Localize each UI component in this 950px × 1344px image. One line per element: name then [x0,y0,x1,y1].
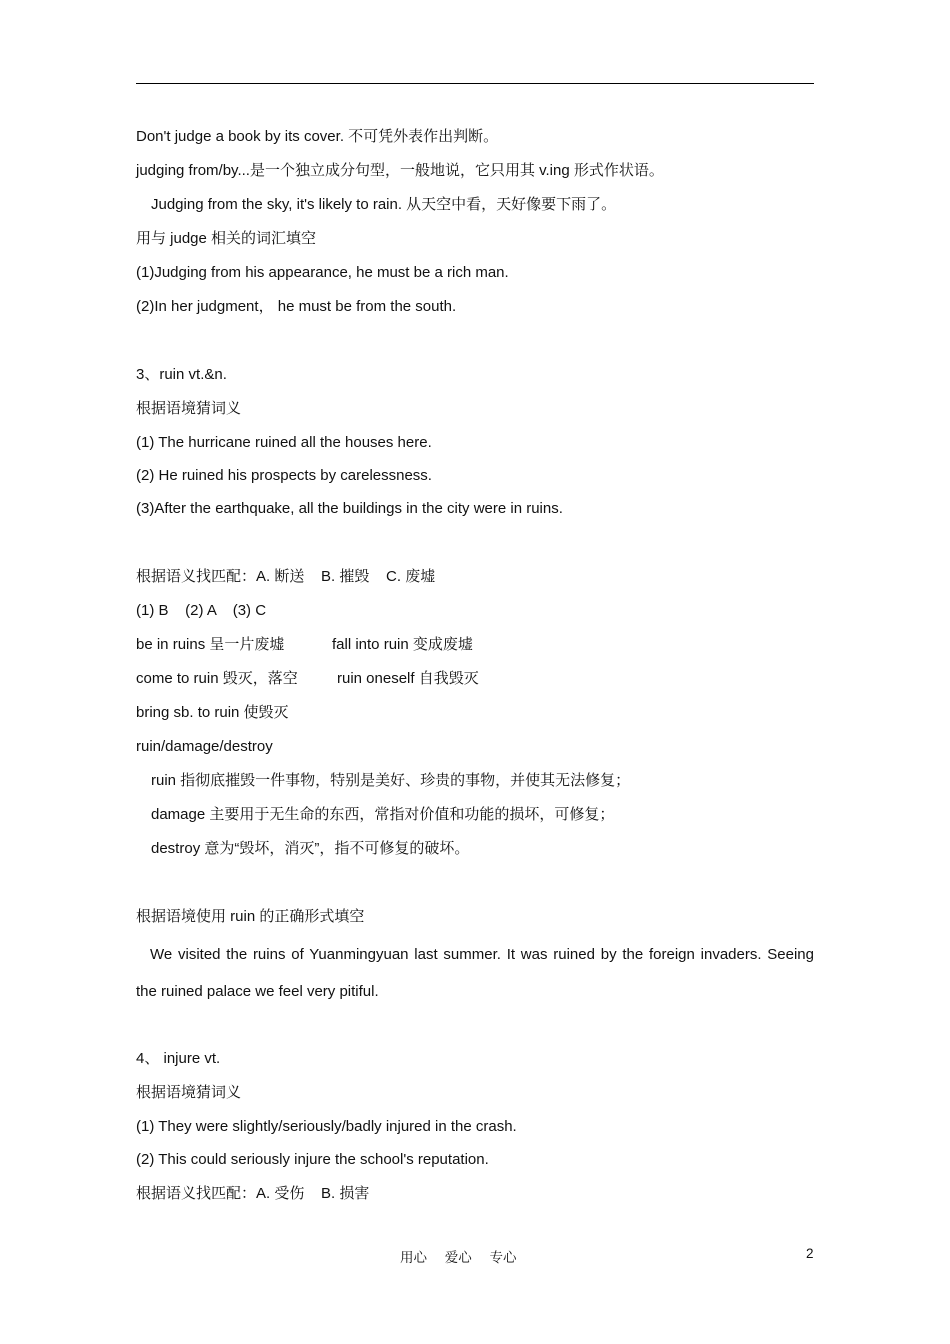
text-line: Judging from the sky, it's likely to rain. 从天空中看，天好像要下雨了。 [151,196,617,213]
section-title: 4、 injure vt. [136,1050,221,1067]
text-line: 根据语义找匹配：A. 断送 B. 摧毁 C. 废墟 [136,568,436,585]
footer-motto: 用心 爱心 专心 [400,1250,517,1265]
phrase-row [136,630,816,664]
phrase: come to ruin 毁灭，落空 [136,670,298,687]
section-title: 3、ruin vt.&n. [136,366,227,383]
text-line: 用与 judge 相关的词汇填空 [136,230,317,247]
text-line: (2)In her judgment， he must be from the south. [136,298,457,315]
text-line: bring sb. to ruin 使毁灭 [136,704,289,721]
text-line: (2) He ruined his prospects by carelessness. [136,467,432,484]
phrase-row [136,664,816,698]
text-line: (1)Judging from his appearance, he must be a rich man. [136,264,509,281]
page-number: 2 [806,1246,814,1261]
text-line: destroy 意为“毁坏，消灭”，指不可修复的破坏。 [151,840,470,857]
text-line: (1) They were slightly/seriously/badly injured in the crash. [136,1118,517,1135]
text-line: Don't judge a book by its cover. 不可凭外表作出判断。 [136,128,499,145]
text-line: 根据语境使用 ruin 的正确形式填空 [136,908,365,925]
text-line: (1) B (2) A (3) C [136,602,267,619]
text-line: 根据语境猜词义 [136,1084,242,1101]
text-line: 根据语境猜词义 [136,400,242,417]
text-line: ruin 指彻底摧毁一件事物，特别是美好、珍贵的事物，并使其无法修复； [151,772,631,789]
text-line: (2) This could seriously injure the school's reputation. [136,1151,489,1168]
header-rule [136,83,814,84]
page-body [136,122,816,1213]
text-line: ruin/damage/destroy [136,738,273,755]
phrase: be in ruins 呈一片废墟 [136,636,285,653]
text-line: 根据语义找匹配：A. 受伤 B. 损害 [136,1185,370,1202]
phrase: ruin oneself 自我毁灭 [337,670,479,687]
text-line: judging from/by...是一个独立成分句型，一般地说，它只用其 v.ing 形式作状语。 [136,162,664,179]
text-line: (1) The hurricane ruined all the houses here. [136,434,432,451]
exercise-paragraph: We visited the ruins of Yuanmingyuan last summer. It was ruined by the foreign invaders. Seeing the ruined palace we feel very pitiful. [136,946,814,1000]
text-line: (3)After the earthquake, all the buildings in the city were in ruins. [136,500,563,517]
text-line: damage 主要用于无生命的东西，常指对价值和功能的损坏，可修复； [151,806,615,823]
phrase: fall into ruin 变成废墟 [332,636,473,653]
